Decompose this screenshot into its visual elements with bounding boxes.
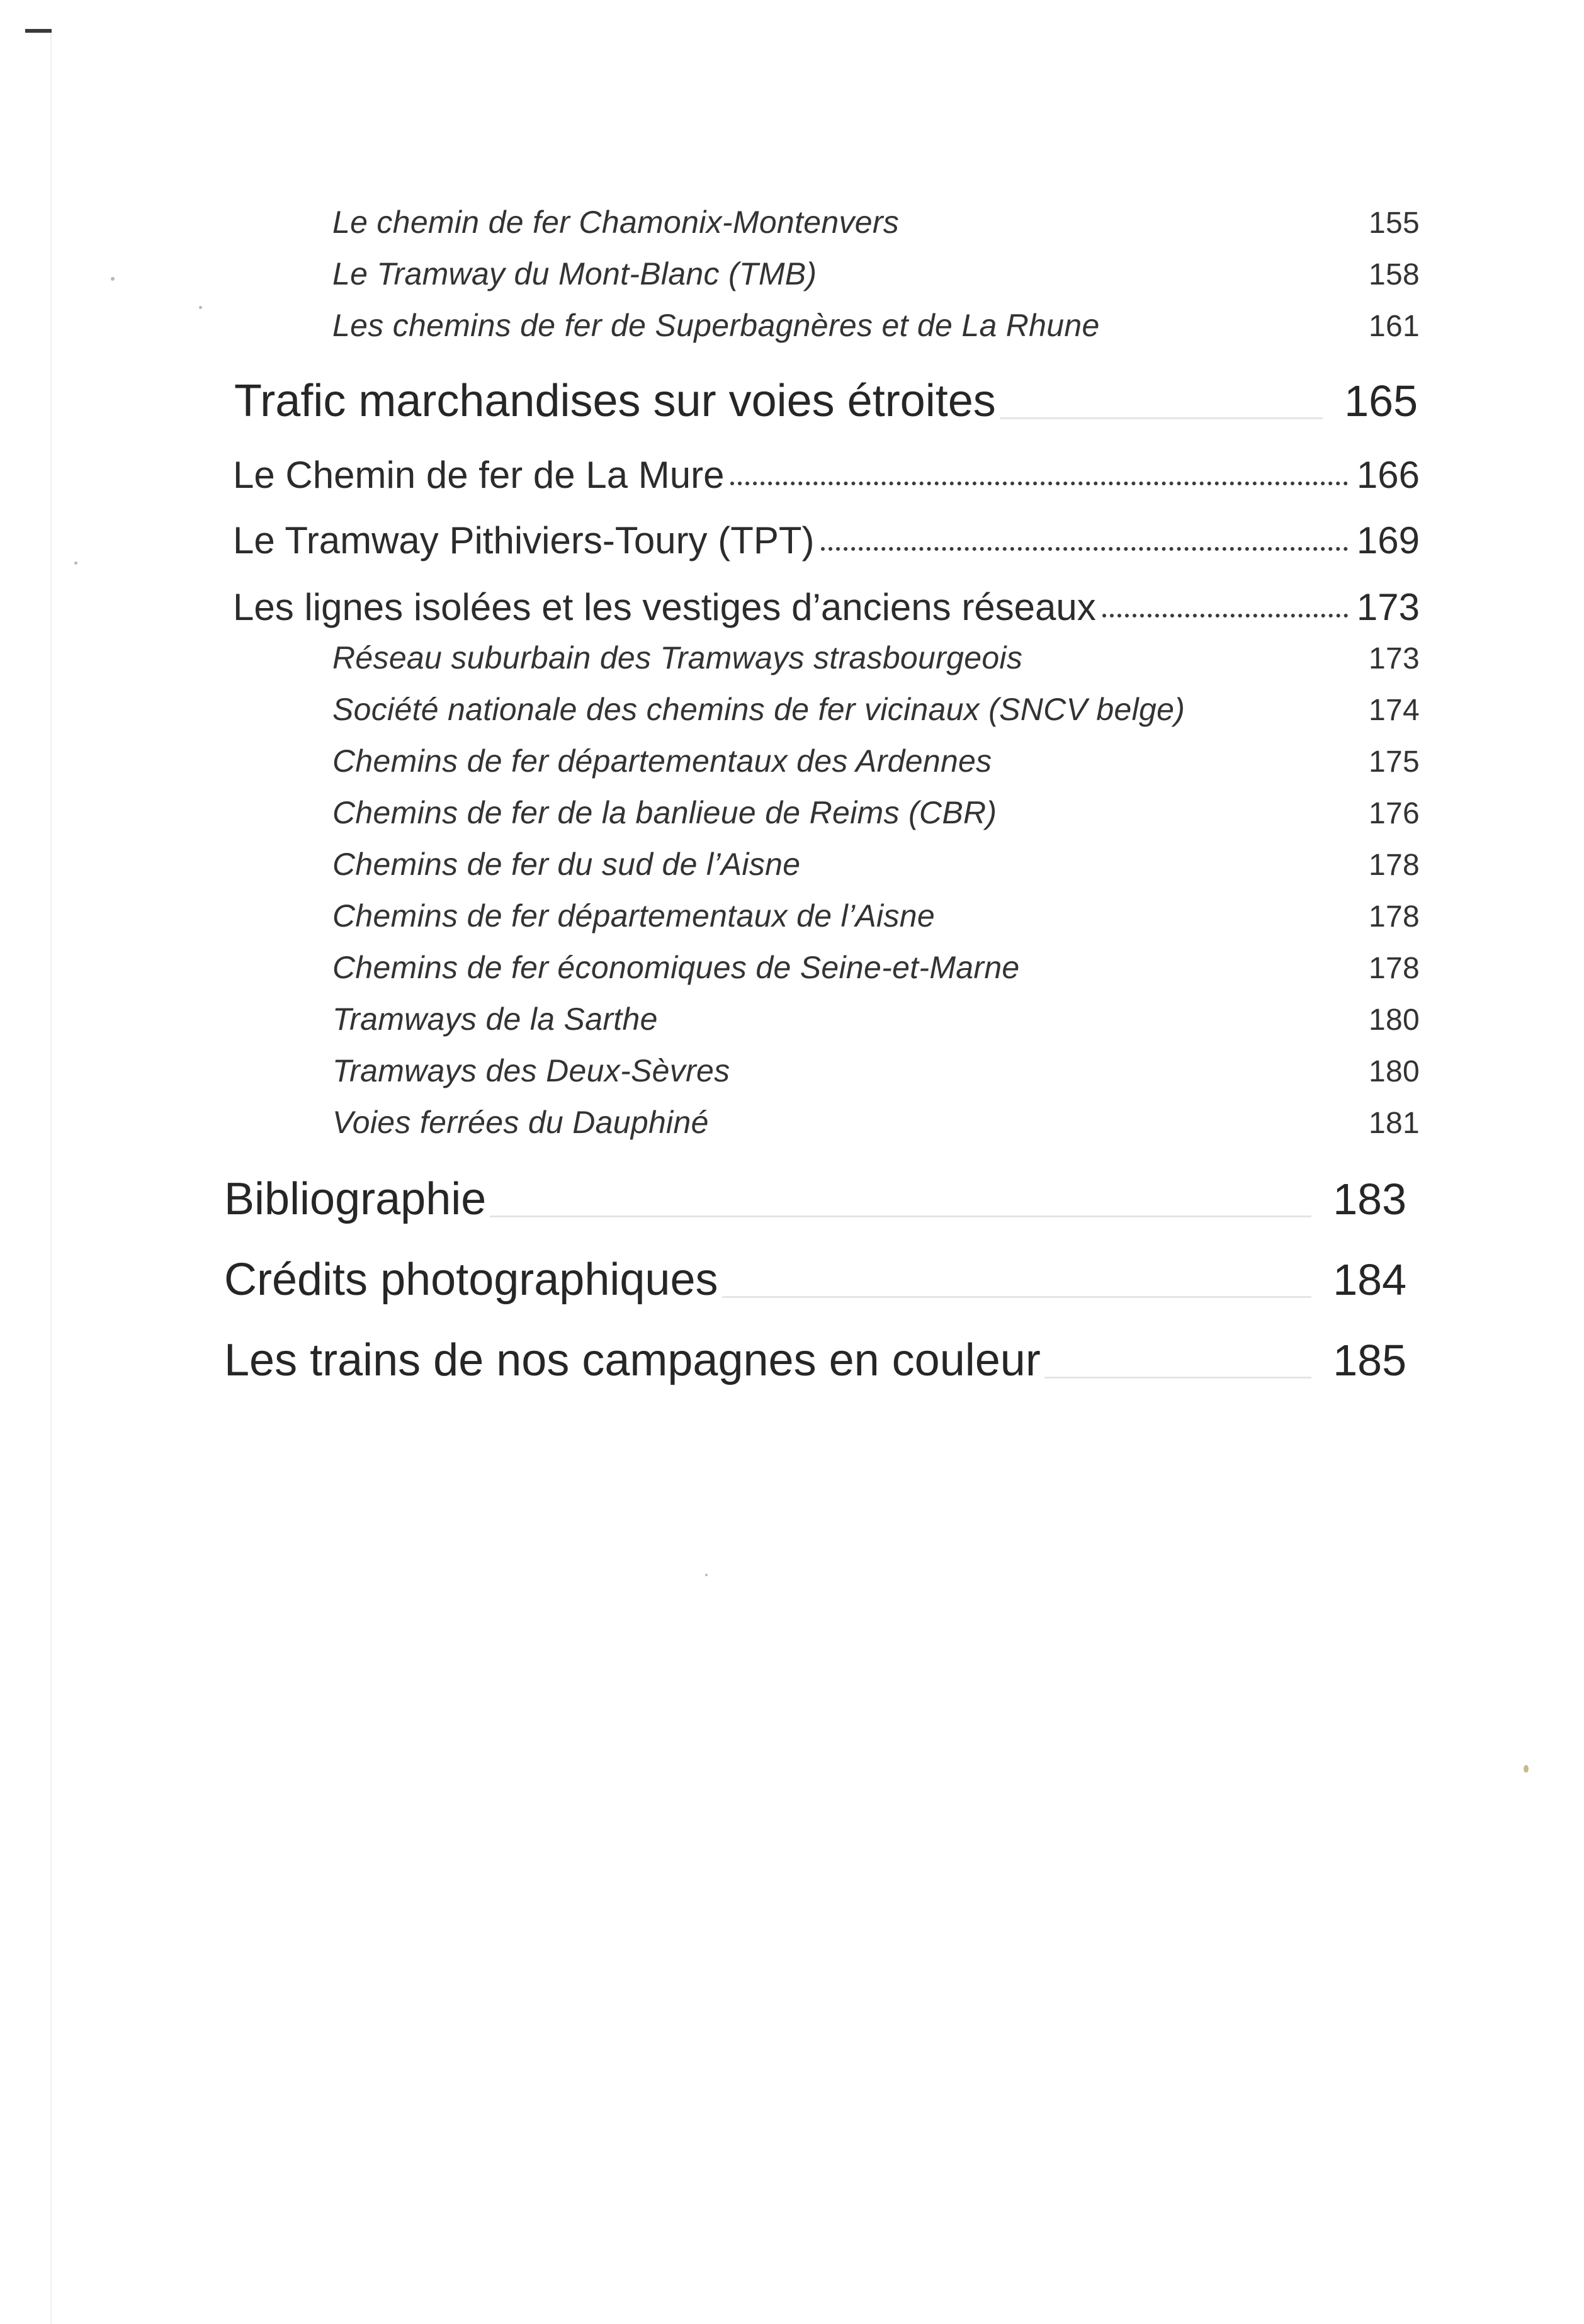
toc-entry-chamonix-montenvers[interactable] — [332, 204, 1420, 240]
toc-entry-page: 178 — [1369, 952, 1420, 985]
toc-section-freight[interactable] — [234, 375, 1418, 427]
toc-entry-title: Le chemin de fer Chamonix-Montenvers — [332, 205, 900, 240]
toc-entry-page: 174 — [1369, 694, 1420, 727]
toc-entry-page: 178 — [1369, 900, 1420, 934]
toc-leader-line — [1044, 1377, 1311, 1379]
toc-entry-title: Le Tramway du Mont-Blanc (TMB) — [332, 256, 817, 291]
toc-entry-pithiviers-toury[interactable] — [233, 519, 1420, 562]
toc-dotted-leader — [821, 547, 1348, 551]
toc-entry-page: 166 — [1356, 454, 1420, 496]
toc-entry-sud-aisne[interactable] — [332, 846, 1420, 883]
toc-entry-deux-sevres[interactable] — [332, 1052, 1420, 1089]
toc-section-bibliographie[interactable] — [224, 1173, 1406, 1225]
toc-section-title: Les trains de nos campagnes en couleur — [224, 1335, 1041, 1385]
toc-entry-title: Tramways de la Sarthe — [332, 1001, 658, 1037]
toc-entry-strasbourg[interactable] — [332, 640, 1420, 676]
scan-speck — [74, 561, 77, 565]
toc-section-credits[interactable] — [224, 1254, 1406, 1306]
scan-speck — [705, 1574, 708, 1576]
toc-section-page: 185 — [1333, 1336, 1406, 1385]
toc-entry-title: Les chemins de fer de Superbagnères et de La Rhune — [332, 308, 1100, 343]
toc-entry-title: Chemins de fer économiques de Seine-et-Marne — [332, 950, 1020, 985]
toc-entry-reims[interactable] — [332, 794, 1420, 831]
toc-entry-superbagneres-rhune[interactable] — [332, 307, 1420, 344]
toc-entry-la-mure[interactable] — [233, 453, 1420, 497]
toc-entry-page: 180 — [1369, 1055, 1420, 1088]
scan-speck — [199, 306, 202, 309]
toc-section-couleur[interactable] — [224, 1334, 1406, 1386]
toc-entry-title: Chemins de fer départementaux de l’Aisne — [332, 898, 935, 934]
toc-entry-title: Chemins de fer de la banlieue de Reims (CBR) — [332, 795, 997, 830]
toc-leader-line — [1000, 417, 1323, 419]
toc-entry-tramway-mont-blanc[interactable] — [332, 256, 1420, 292]
toc-dotted-leader — [1102, 614, 1348, 618]
toc-entry-page: 180 — [1369, 1003, 1420, 1037]
toc-entry-ardennes[interactable] — [332, 743, 1420, 779]
toc-dotted-leader — [730, 482, 1347, 485]
toc-entry-page: 161 — [1369, 310, 1420, 343]
toc-entry-sncv[interactable] — [332, 691, 1420, 728]
toc-entry-title: Chemins de fer du sud de l’Aisne — [332, 847, 801, 882]
toc-entry-title: Société nationale des chemins de fer vicinaux (SNCV belge) — [332, 692, 1185, 727]
toc-section-title: Trafic marchandises sur voies étroites — [234, 376, 996, 426]
toc-entry-page: 176 — [1369, 797, 1420, 830]
scan-edge-mark — [25, 29, 52, 33]
toc-entry-aisne-departementaux[interactable] — [332, 898, 1420, 934]
toc-section-page: 184 — [1333, 1255, 1406, 1304]
toc-entry-page: 173 — [1356, 586, 1420, 628]
toc-entry-page: 178 — [1369, 849, 1420, 882]
toc-entry-page: 158 — [1369, 258, 1420, 291]
toc-entry-page: 181 — [1369, 1107, 1420, 1140]
toc-entry-page: 175 — [1369, 745, 1420, 779]
toc-entry-title: Chemins de fer départementaux des Ardennes — [332, 743, 992, 779]
toc-entry-page: 155 — [1369, 206, 1420, 240]
scan-speck — [1524, 1765, 1529, 1773]
toc-entry-seine-et-marne[interactable] — [332, 949, 1420, 986]
toc-entry-title: Réseau suburbain des Tramways strasbourgeois — [332, 640, 1023, 675]
toc-leader-line — [490, 1216, 1311, 1217]
toc-entry-title: Voies ferrées du Dauphiné — [332, 1105, 709, 1140]
toc-entry-page: 173 — [1369, 642, 1420, 675]
toc-entry-sarthe[interactable] — [332, 1001, 1420, 1037]
toc-entry-title: Les lignes isolées et les vestiges d’anciens réseaux — [233, 586, 1096, 628]
toc-section-title: Crédits photographiques — [224, 1255, 718, 1305]
scan-speck — [111, 277, 115, 281]
toc-entry-title: Le Chemin de fer de La Mure — [233, 454, 725, 496]
toc-entry-page: 169 — [1356, 519, 1420, 561]
toc-entry-title: Le Tramway Pithiviers-Toury (TPT) — [233, 519, 815, 561]
toc-leader-line — [722, 1296, 1312, 1298]
toc-section-page: 183 — [1333, 1175, 1406, 1224]
scan-edge-line — [50, 33, 52, 2324]
toc-entry-dauphine[interactable] — [332, 1104, 1420, 1141]
toc-section-page: 165 — [1344, 376, 1418, 426]
toc-entry-title: Tramways des Deux-Sèvres — [332, 1053, 730, 1088]
toc-section-title: Bibliographie — [224, 1174, 487, 1224]
toc-entry-lignes-isolees[interactable] — [233, 585, 1420, 629]
